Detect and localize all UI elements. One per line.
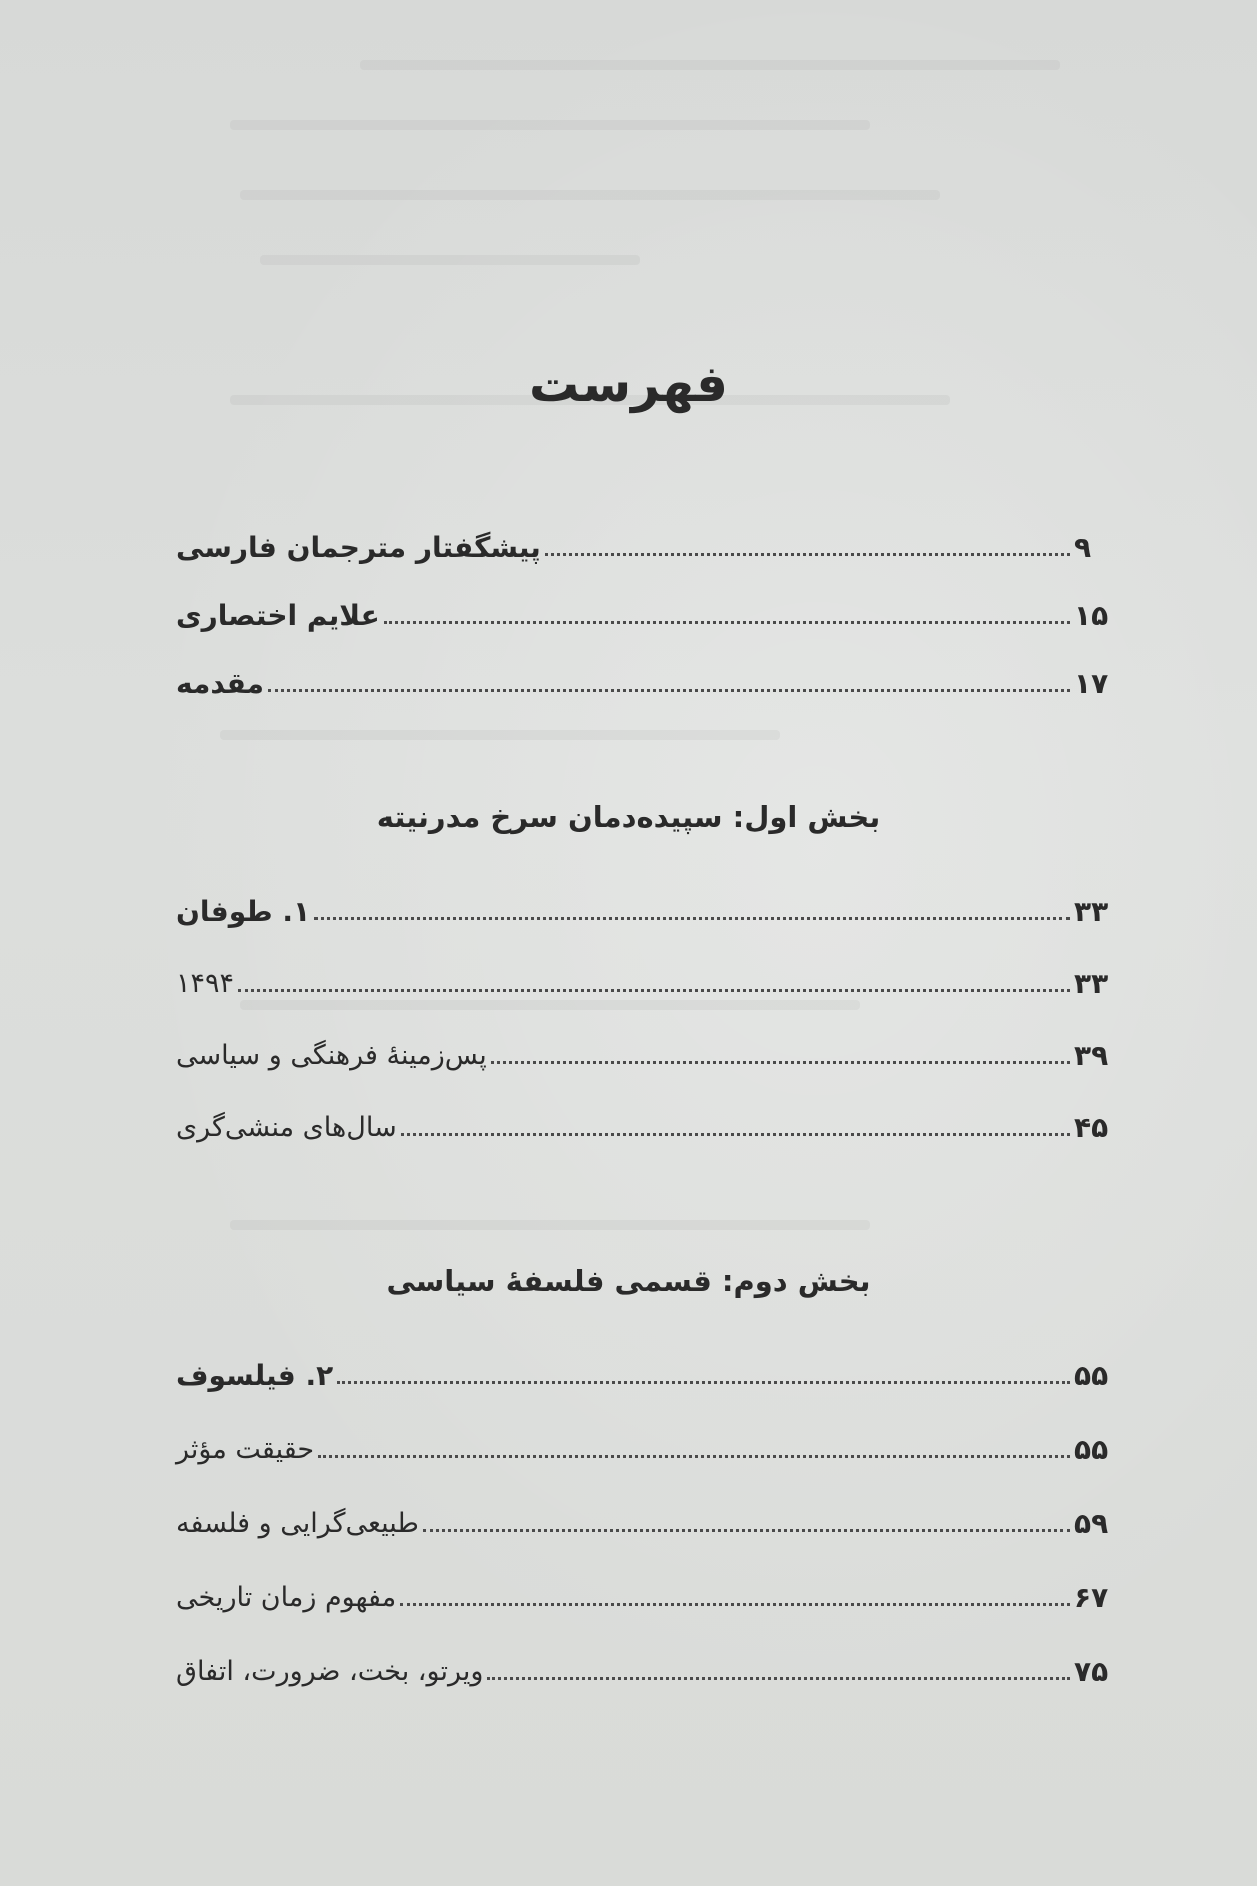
toc-subentry [170,1648,1118,1692]
dot-leader [268,688,1070,692]
toc-entry-label: علایم اختصاری [176,599,380,632]
chapter-page: ۵۵ [1074,1359,1109,1392]
dot-leader [238,988,1070,992]
part-heading: بخش اول: سپیده‌دمان سرخ مدرنیته [376,800,881,834]
toc-entry-page: ۹ [1074,531,1092,564]
toc-subentry [170,1426,1118,1470]
toc-entry [170,592,1118,636]
toc-subentry-label: طبیعی‌گرایی و فلسفه [176,1508,419,1539]
dot-leader [318,1454,1070,1458]
toc-subentry-page: ۷۵ [1074,1655,1109,1688]
toc-subentry-label: سال‌های منشی‌گری [176,1112,397,1143]
dot-leader [487,1676,1070,1680]
chapter-page: ۳۳ [1074,895,1109,928]
toc-subentry [170,1574,1118,1618]
dot-leader [491,1060,1070,1064]
show-through-mark [230,120,870,130]
toc-entry [170,660,1118,704]
toc-subentry-label: ۱۴۹۴ [176,968,235,999]
toc-subentry-page: ۳۳ [1074,967,1109,1000]
dot-leader [423,1528,1070,1532]
dot-leader [384,620,1070,624]
toc-subentry [170,1500,1118,1544]
show-through-mark [220,730,780,740]
show-through-mark [360,60,1060,70]
toc-subentry-label: حقیقت مؤثر [176,1434,315,1465]
toc-entry-label: پیشگفتار مترجمان فارسی [176,531,541,564]
page-title: فهرست [529,355,728,413]
toc-subentry-page: ۶۷ [1074,1581,1109,1614]
dot-leader [545,552,1070,556]
show-through-mark [260,255,640,265]
toc-subentry-label: ویرتو، بخت، ضرورت، اتفاق [176,1656,484,1687]
toc-entry-page: ۱۷ [1074,667,1109,700]
toc-entry-page: ۱۵ [1074,599,1109,632]
chapter-entry [170,888,1118,932]
dot-leader [314,916,1070,920]
dot-leader [337,1380,1070,1384]
chapter-label: ۱. طوفان [176,895,311,928]
part-heading: بخش دوم: قسمی فلسفهٔ سیاسی [386,1264,871,1298]
show-through-mark [240,190,940,200]
toc-subentry-page: ۵۵ [1074,1433,1109,1466]
toc-subentry-label: پس‌زمینهٔ فرهنگی و سیاسی [176,1040,487,1071]
toc-subentry [170,1032,1118,1076]
chapter-entry [170,1352,1118,1396]
dot-leader [401,1132,1070,1136]
toc-subentry-page: ۵۹ [1074,1507,1109,1540]
toc-subentry-label: مفهوم زمان تاریخی [176,1582,397,1613]
toc-subentry-page: ۴۵ [1074,1111,1109,1144]
toc-subentry-page: ۳۹ [1074,1039,1109,1072]
dot-leader [400,1602,1070,1606]
toc-subentry [170,960,1118,1004]
chapter-label: ۲. فیلسوف [176,1359,334,1392]
toc-subentry [170,1104,1118,1148]
show-through-mark [230,1220,870,1230]
toc-entry-label: مقدمه [176,667,264,700]
toc-entry [170,524,1118,568]
